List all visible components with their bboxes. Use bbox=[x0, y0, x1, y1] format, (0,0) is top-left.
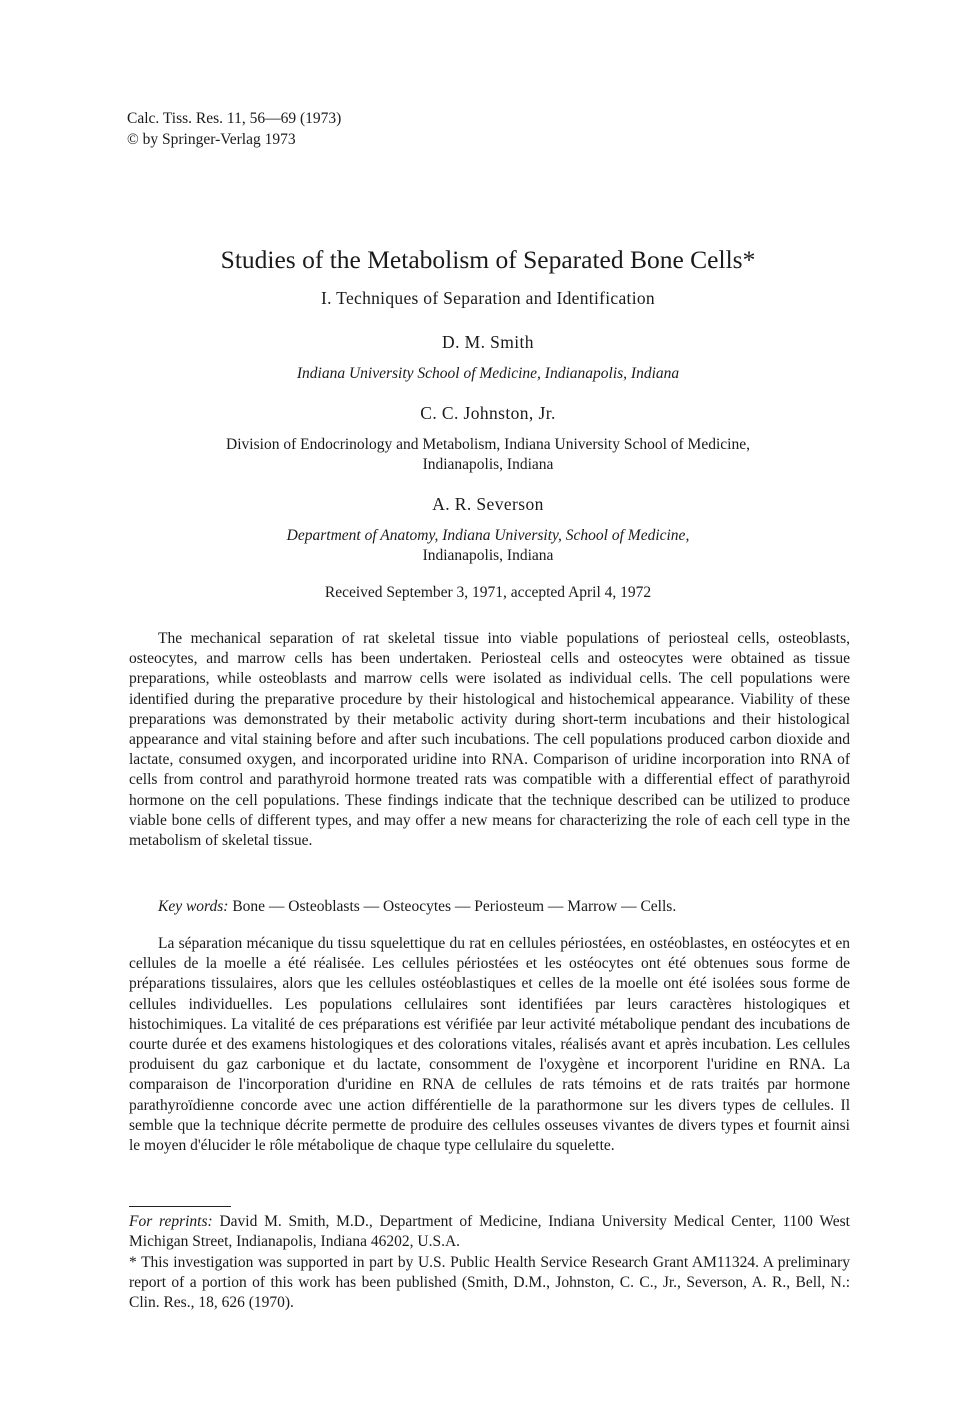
footnote-reprints bbox=[129, 1212, 850, 1252]
received-dates: Received September 3, 1971, accepted April 4, 1972 bbox=[324, 584, 652, 601]
abstract-english: The mechanical separation of rat skeletal tissue into viable populations of periosteal cells, osteoblasts, osteocytes, and marrow cells has been undertaken. Periosteal cells and osteocytes were obtained as tissue preparations, while osteoblasts and marrow cells were isolated as individual cells. The cell populations were identified during the preparative procedure by their histological and histochemical appearance. Viability of these preparations was demonstrated by their metabolic activity during short-term incubations and their histological appearance and vital staining before and after such incubations. The cell populations produced carbon dioxide and lactate, consumed oxygen, and incorporated uridine into RNA. Comparison of uridine incorporation into RNA of cells from control and parathyroid hormone treated rats was compatible with a differential effect of parathyroid hormone on the cell populations. These findings indicate that the technique described can be utilized to produce viable bone cells of different types, and may offer a new means for characterizing the role of each cell type in the metabolism of skeletal tissue. bbox=[129, 630, 850, 850]
author-affiliation-1 bbox=[0, 364, 976, 384]
author-affiliation-2 bbox=[0, 435, 976, 475]
author-name-3: A. R. Severson bbox=[432, 494, 544, 514]
keywords-label: Key words: bbox=[158, 898, 229, 915]
author-name-2: C. C. Johnston, Jr. bbox=[420, 403, 556, 423]
author-affiliation-3 bbox=[0, 526, 976, 566]
journal-citation: Calc. Tiss. Res. 11, 56—69 (1973) bbox=[127, 110, 342, 127]
journal-header bbox=[127, 108, 341, 150]
copyright-line: © by Springer-Verlag 1973 bbox=[127, 131, 296, 148]
paper-subtitle: I. Techniques of Separation and Identification bbox=[321, 288, 655, 308]
reprints-text: David M. Smith, M.D., Department of Medicine, Indiana University Medical Center, 1100 West Michigan Street, Indianapolis, Indiana 46202, U.S.A. bbox=[129, 1213, 850, 1251]
keywords-text: Bone — Osteoblasts — Osteocytes — Periosteum — Marrow — Cells. bbox=[232, 898, 677, 915]
reprints-label: For reprints: bbox=[129, 1213, 213, 1230]
author-name-1: D. M. Smith bbox=[442, 332, 534, 352]
footnote-divider bbox=[129, 1206, 231, 1207]
abstract-french: La séparation mécanique du tissu squelettique du rat en cellules périostées, en ostéoblastes, en ostéocytes et en cellules de la moelle a été réalisée. Les cellules périostées et les ostéocytes ont été obtenues sous forme de préparations tissulaires, alors que les cellules ostéoblastiques et celles de la moelle ont été isolées sous forme de cellules individuelles. Les populations cellulaires sont identifiées par leurs caractères histologiques et histochimiques. La vitalité de ces préparations est vérifiée par leur activité métabolique pendant des incubations de courte durée et des examens histologiques et des colorations vitales, réalisés avant et après incubation. Les cellules produisent du gaz carbonique et du lactate, consomment de l'oxygène et incorporent l'uridine en RNA. La comparaison de l'incorporation d'uridine en RNA de cellules de rats témoins et de rats traités par hormone parathyroïdienne concorde avec une action différentielle de la parathormone sur les divers types de cellules. Il semble que la technique décrite permette de produire des cellules osseuses vivantes de divers types et fournit ainsi le moyen d'élucider le rôle métabolique de chaque type cellulaire du squelette. bbox=[129, 935, 850, 1155]
affiliation-line: Indiana University School of Medicine, Indianapolis, Indiana bbox=[296, 365, 680, 382]
keywords bbox=[129, 897, 850, 917]
affiliation-line: Indianapolis, Indiana bbox=[422, 547, 554, 564]
affiliation-line: Division of Endocrinology and Metabolism, Indiana University School of Medicine, bbox=[226, 436, 750, 453]
footnote-funding: * This investigation was supported in part by U.S. Public Health Service Research Grant AM11324. A preliminary report of a portion of this work has been published (Smith, D.M., Johnston, C. C., Jr., Severson, A. R., Bell, N.: Clin. Res., 18, 626 (1970). bbox=[129, 1254, 850, 1312]
paper-title: Studies of the Metabolism of Separated Bone Cells* bbox=[220, 245, 756, 274]
affiliation-line: Indianapolis, Indiana bbox=[422, 456, 554, 473]
affiliation-line: Department of Anatomy, Indiana University, School of Medicine, bbox=[286, 527, 690, 544]
